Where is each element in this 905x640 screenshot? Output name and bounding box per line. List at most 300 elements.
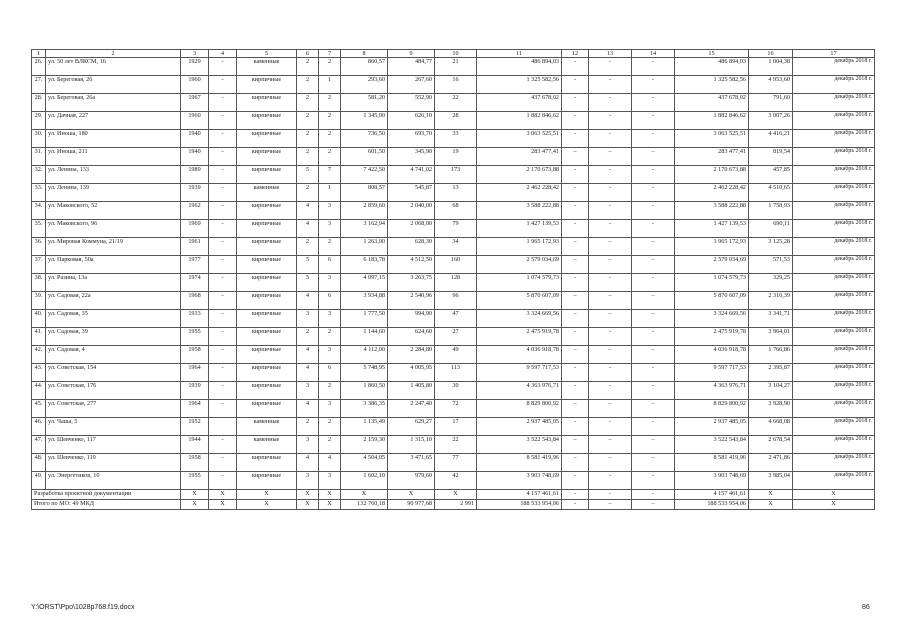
row-number-cell: 31.	[32, 148, 46, 166]
total-cost-cell: 4 036 918,78	[477, 346, 562, 364]
living-area-cell: 2 040,00	[388, 202, 435, 220]
wall-material-cell: каменные	[237, 58, 297, 76]
residents-cell: 173	[435, 166, 477, 184]
address-cell: ул. Маковского, 52	[46, 202, 181, 220]
entrances-cell: 2	[319, 238, 341, 256]
cost-fund-cell: -	[562, 166, 589, 184]
cost-owners-cell: -	[632, 382, 675, 400]
cost-budget-cell: -	[589, 274, 632, 292]
cost-budget-cell: -	[589, 76, 632, 94]
row-number-cell: 39.	[32, 292, 46, 310]
residents-cell: 128	[435, 274, 477, 292]
cost-fund-own-cell: 3 324 669,56	[675, 310, 749, 328]
cost-budget-cell: -	[589, 328, 632, 346]
total-area-cell: 581,20	[341, 94, 388, 112]
residents-cell: 160	[435, 256, 477, 274]
year-built-cell: 1967	[181, 94, 209, 112]
cost-fund-cell: -	[562, 58, 589, 76]
completion-date-cell: декабрь 2018 г.	[793, 94, 875, 112]
year-built-cell: 1989	[181, 166, 209, 184]
floors-cell: 4	[297, 292, 319, 310]
year-built-cell: X	[181, 500, 209, 510]
total-area-cell: 1 777,50	[341, 310, 388, 328]
cost-fund-own-cell: 1 427 139,53	[675, 220, 749, 238]
cost-budget-cell: –	[589, 346, 632, 364]
year-overhaul-cell: X	[209, 500, 237, 510]
cost-fund-cell: –	[562, 346, 589, 364]
cost-fund-cell: -	[562, 418, 589, 436]
residents-cell: 2 991	[435, 500, 477, 510]
column-number-cell: 5	[237, 50, 297, 58]
table-row	[32, 400, 875, 418]
cost-per-sqm-cell: 819,54	[749, 148, 793, 166]
column-number-row	[32, 50, 875, 58]
total-area-cell: 736,50	[341, 130, 388, 148]
column-number-cell: 2	[46, 50, 181, 58]
floors-cell: 2	[297, 76, 319, 94]
living-area-cell: 626,10	[388, 112, 435, 130]
total-area-cell: 293,60	[341, 76, 388, 94]
column-number-cell: 11	[477, 50, 562, 58]
cost-per-sqm-cell: 4 668,08	[749, 418, 793, 436]
living-area-cell: 2 284,80	[388, 346, 435, 364]
completion-date-cell: декабрь 2018 г.	[793, 130, 875, 148]
floors-cell: 2	[297, 418, 319, 436]
address-cell: ул. Советская, 176	[46, 382, 181, 400]
cost-owners-cell: -	[632, 112, 675, 130]
cost-per-sqm-cell: 1 758,93	[749, 202, 793, 220]
cost-fund-cell: –	[562, 454, 589, 472]
cost-budget-cell: –	[589, 148, 632, 166]
table-body	[32, 50, 875, 510]
cost-owners-cell: –	[632, 500, 675, 510]
living-area-cell: 979,60	[388, 472, 435, 490]
entrances-cell: 6	[319, 292, 341, 310]
cost-budget-cell: –	[589, 292, 632, 310]
completion-date-cell: декабрь 2018 г.	[793, 292, 875, 310]
entrances-cell: 2	[319, 58, 341, 76]
cost-fund-own-cell: 8 581 419,96	[675, 454, 749, 472]
column-number-cell: 16	[749, 50, 793, 58]
cost-owners-cell: -	[632, 166, 675, 184]
total-cost-cell: 5 870 607,09	[477, 292, 562, 310]
column-number-cell: 8	[341, 50, 388, 58]
cost-fund-own-cell: 3 522 543,84	[675, 436, 749, 454]
cost-budget-cell: –	[589, 256, 632, 274]
cost-fund-cell: –	[562, 310, 589, 328]
cost-per-sqm-cell: 329,25	[749, 274, 793, 292]
cost-fund-own-cell: 2 475 919,78	[675, 328, 749, 346]
cost-fund-cell: -	[562, 364, 589, 382]
column-number-cell: 3	[181, 50, 209, 58]
entrances-cell: 2	[319, 148, 341, 166]
cost-per-sqm-cell: 3 007,26	[749, 112, 793, 130]
row-number-cell: 41.	[32, 328, 46, 346]
cost-fund-own-cell: 4 036 918,78	[675, 346, 749, 364]
cost-fund-own-cell: 2 937 485,05	[675, 418, 749, 436]
residents-cell: 17	[435, 418, 477, 436]
entrances-cell: 3	[319, 310, 341, 328]
row-number-cell: 46.	[32, 418, 46, 436]
address-cell: ул. Береговая, 26	[46, 76, 181, 94]
total-area-cell: 1 602,10	[341, 472, 388, 490]
address-cell: ул. Иноша, 180	[46, 130, 181, 148]
total-cost-cell: 2 462 228,42	[477, 184, 562, 202]
living-area-cell: 90 977,68	[388, 500, 435, 510]
year-built-cell: 1955	[181, 472, 209, 490]
address-cell: ул. Разина, 13а	[46, 274, 181, 292]
cost-owners-cell: –	[632, 256, 675, 274]
year-overhaul-cell: -	[209, 382, 237, 400]
entrances-cell: X	[319, 500, 341, 510]
column-number-cell: 12	[562, 50, 589, 58]
total-cost-cell: 8 829 800,92	[477, 400, 562, 418]
entrances-cell: 6	[319, 364, 341, 382]
cost-owners-cell: –	[632, 400, 675, 418]
cost-fund-own-cell: 8 829 800,92	[675, 400, 749, 418]
living-area-cell: 693,70	[388, 130, 435, 148]
year-overhaul-cell: -	[209, 166, 237, 184]
cost-fund-cell: –	[562, 256, 589, 274]
residents-cell: 72	[435, 400, 477, 418]
cost-owners-cell: –	[632, 292, 675, 310]
year-overhaul-cell: –	[209, 454, 237, 472]
completion-date-cell: декабрь 2018 г.	[793, 184, 875, 202]
year-built-cell: 1939	[181, 184, 209, 202]
residents-cell: 30	[435, 382, 477, 400]
table-row	[32, 94, 875, 112]
living-area-cell: 545,87	[388, 184, 435, 202]
cost-owners-cell: -	[632, 202, 675, 220]
total-area-cell: 1 345,00	[341, 112, 388, 130]
living-area-cell: 2 247,40	[388, 400, 435, 418]
completion-date-cell: декабрь 2018 г.	[793, 400, 875, 418]
cost-fund-cell: –	[562, 436, 589, 454]
completion-date-cell: декабрь 2018 г.	[793, 256, 875, 274]
floors-cell: 2	[297, 328, 319, 346]
completion-date-cell: декабрь 2018 г.	[793, 220, 875, 238]
cost-fund-own-cell: 3 903 748,69	[675, 472, 749, 490]
table-row	[32, 76, 875, 94]
year-overhaul-cell: -	[209, 58, 237, 76]
total-cost-cell: 4 363 976,71	[477, 382, 562, 400]
year-built-cell: 1960	[181, 76, 209, 94]
cost-budget-cell: -	[589, 472, 632, 490]
cost-fund-own-cell: 283 477,41	[675, 148, 749, 166]
cost-budget-cell: -	[589, 364, 632, 382]
row-number-cell: 27.	[32, 76, 46, 94]
residents-cell: 42	[435, 472, 477, 490]
cost-owners-cell: -	[632, 130, 675, 148]
row-number-cell: 28.	[32, 94, 46, 112]
total-cost-cell: 2 170 673,88	[477, 166, 562, 184]
cost-budget-cell: –	[589, 310, 632, 328]
residents-cell: 33	[435, 130, 477, 148]
row-number-cell: 45.	[32, 400, 46, 418]
table-row	[32, 184, 875, 202]
residents-cell: 13	[435, 184, 477, 202]
total-cost-cell: 1 325 582,56	[477, 76, 562, 94]
entrances-cell: 2	[319, 382, 341, 400]
total-area-cell: 3 162,94	[341, 220, 388, 238]
cost-owners-cell: -	[632, 490, 675, 500]
year-built-cell: 1962	[181, 202, 209, 220]
year-built-cell: 1952	[181, 418, 209, 436]
wall-material-cell: кирпичные	[237, 148, 297, 166]
year-overhaul-cell: –	[209, 238, 237, 256]
wall-material-cell: каменные	[237, 436, 297, 454]
cost-owners-cell: -	[632, 184, 675, 202]
cost-fund-own-cell: 188 533 954,06	[675, 500, 749, 510]
year-overhaul-cell: –	[209, 310, 237, 328]
residents-cell: 96	[435, 292, 477, 310]
year-built-cell: 1968	[181, 292, 209, 310]
year-overhaul-cell: –	[209, 346, 237, 364]
cost-fund-cell: –	[562, 292, 589, 310]
total-area-cell: 2 859,60	[341, 202, 388, 220]
cost-owners-cell: –	[632, 148, 675, 166]
cost-per-sqm-cell: 3 125,28	[749, 238, 793, 256]
living-area-cell: 629,27	[388, 418, 435, 436]
year-overhaul-cell: –	[209, 256, 237, 274]
total-row	[32, 500, 875, 510]
entrances-cell: 1	[319, 184, 341, 202]
cost-budget-cell: -	[589, 418, 632, 436]
year-built-cell: 1929	[181, 58, 209, 76]
total-cost-cell: 3 588 222,88	[477, 202, 562, 220]
wall-material-cell: кирпичные	[237, 364, 297, 382]
cost-per-sqm-cell: 3 928,90	[749, 400, 793, 418]
cost-fund-cell: –	[562, 238, 589, 256]
total-cost-cell: 4 157 461,61	[477, 490, 562, 500]
entrances-cell: 3	[319, 472, 341, 490]
completion-date-cell: декабрь 2018 г.	[793, 436, 875, 454]
total-area-cell: 2 159,30	[341, 436, 388, 454]
completion-date-cell: декабрь 2018 г.	[793, 202, 875, 220]
cost-owners-cell: –	[632, 238, 675, 256]
row-number-cell: 26.	[32, 58, 46, 76]
completion-date-cell: X	[793, 500, 875, 510]
cost-budget-cell: -	[589, 112, 632, 130]
table-row	[32, 220, 875, 238]
total-cost-cell: 1 965 172,93	[477, 238, 562, 256]
total-area-cell: 808,57	[341, 184, 388, 202]
living-area-cell: 4 005,95	[388, 364, 435, 382]
total-cost-cell: 2 475 919,78	[477, 328, 562, 346]
year-built-cell: 1969	[181, 220, 209, 238]
year-built-cell: 1961	[181, 238, 209, 256]
cost-fund-own-cell: 1 882 846,62	[675, 112, 749, 130]
residents-cell: 79	[435, 220, 477, 238]
year-overhaul-cell: -	[209, 94, 237, 112]
wall-material-cell: кирпичные	[237, 310, 297, 328]
cost-fund-own-cell: 486 894,03	[675, 58, 749, 76]
total-cost-cell: 283 477,41	[477, 148, 562, 166]
wall-material-cell: кирпичные	[237, 328, 297, 346]
total-cost-cell: 486 894,03	[477, 58, 562, 76]
year-built-cell: X	[181, 490, 209, 500]
column-number-cell: 6	[297, 50, 319, 58]
cost-fund-own-cell: 2 170 673,88	[675, 166, 749, 184]
cost-owners-cell: -	[632, 418, 675, 436]
total-area-cell: 4 097,15	[341, 274, 388, 292]
cost-owners-cell: -	[632, 94, 675, 112]
cost-fund-own-cell: 1 965 172,93	[675, 238, 749, 256]
address-cell: ул. Садовая, 35	[46, 310, 181, 328]
cost-budget-cell: -	[589, 382, 632, 400]
column-number-cell: 13	[589, 50, 632, 58]
completion-date-cell: декабрь 2018 г.	[793, 472, 875, 490]
floors-cell: 3	[297, 436, 319, 454]
address-cell: ул. 50 лет ВЛКСМ, 16	[46, 58, 181, 76]
cost-budget-cell: -	[589, 490, 632, 500]
residents-cell: 27	[435, 328, 477, 346]
floors-cell: 2	[297, 130, 319, 148]
living-area-cell: 552,90	[388, 94, 435, 112]
cost-per-sqm-cell: 4 510,65	[749, 184, 793, 202]
cost-fund-own-cell: 1 074 579,73	[675, 274, 749, 292]
cost-budget-cell: –	[589, 500, 632, 510]
cost-budget-cell: -	[589, 220, 632, 238]
wall-material-cell: кирпичные	[237, 94, 297, 112]
wall-material-cell: кирпичные	[237, 256, 297, 274]
cost-owners-cell: -	[632, 472, 675, 490]
year-built-cell: 1964	[181, 400, 209, 418]
total-area-cell: 5 748,95	[341, 364, 388, 382]
housing-repair-table	[31, 49, 875, 510]
cost-owners-cell: -	[632, 274, 675, 292]
cost-fund-own-cell: 9 597 717,53	[675, 364, 749, 382]
column-number-cell: 4	[209, 50, 237, 58]
living-area-cell: 4 512,50	[388, 256, 435, 274]
column-number-cell: 1	[32, 50, 46, 58]
cost-fund-cell: -	[562, 382, 589, 400]
year-built-cell: 1933	[181, 310, 209, 328]
cost-per-sqm-cell: 690,11	[749, 220, 793, 238]
floors-cell: 2	[297, 94, 319, 112]
year-overhaul-cell: –	[209, 148, 237, 166]
floors-cell: 3	[297, 382, 319, 400]
wall-material-cell: кирпичные	[237, 382, 297, 400]
table-row	[32, 274, 875, 292]
year-overhaul-cell: -	[209, 184, 237, 202]
table-row	[32, 346, 875, 364]
living-area-cell: 1 405,80	[388, 382, 435, 400]
cost-fund-own-cell: 1 325 582,56	[675, 76, 749, 94]
residents-cell: 77	[435, 454, 477, 472]
cost-per-sqm-cell: 571,53	[749, 256, 793, 274]
cost-budget-cell: –	[589, 400, 632, 418]
year-overhaul-cell: –	[209, 292, 237, 310]
address-cell: ул. Садовая, 22а	[46, 292, 181, 310]
cost-fund-own-cell: 3 063 525,51	[675, 130, 749, 148]
year-overhaul-cell: -	[209, 274, 237, 292]
row-number-cell: 48.	[32, 454, 46, 472]
entrances-cell: 3	[319, 220, 341, 238]
column-number-cell: 7	[319, 50, 341, 58]
cost-fund-cell: -	[562, 472, 589, 490]
total-area-cell: X	[341, 490, 388, 500]
entrances-cell: 3	[319, 346, 341, 364]
total-cost-cell: 8 581 419,96	[477, 454, 562, 472]
floors-cell: 3	[297, 472, 319, 490]
address-cell: ул. Ленина, 133	[46, 166, 181, 184]
column-number-cell: 17	[793, 50, 875, 58]
year-overhaul-cell: -	[209, 328, 237, 346]
wall-material-cell: кирпичные	[237, 292, 297, 310]
residents-cell: X	[435, 490, 477, 500]
residents-cell: 16	[435, 76, 477, 94]
year-built-cell: 1940	[181, 148, 209, 166]
cost-fund-cell: -	[562, 500, 589, 510]
page-number: 86	[862, 604, 870, 611]
cost-budget-cell: -	[589, 58, 632, 76]
entrances-cell: 6	[319, 256, 341, 274]
total-cost-cell: 437 678,02	[477, 94, 562, 112]
completion-date-cell: декабрь 2018 г.	[793, 328, 875, 346]
column-number-cell: 9	[388, 50, 435, 58]
address-cell: ул. Маковского, 96	[46, 220, 181, 238]
entrances-cell: 3	[319, 274, 341, 292]
cost-per-sqm-cell: 4 953,60	[749, 76, 793, 94]
completion-date-cell: декабрь 2018 г.	[793, 166, 875, 184]
residents-cell: 28	[435, 112, 477, 130]
cost-owners-cell: –	[632, 436, 675, 454]
year-built-cell: 1958	[181, 346, 209, 364]
cost-per-sqm-cell: 3 104,27	[749, 382, 793, 400]
wall-material-cell: X	[237, 490, 297, 500]
table-row	[32, 418, 875, 436]
living-area-cell: 994,90	[388, 310, 435, 328]
total-cost-cell: 1 882 846,62	[477, 112, 562, 130]
completion-date-cell: X	[793, 490, 875, 500]
residents-cell: 113	[435, 364, 477, 382]
wall-material-cell: кирпичные	[237, 112, 297, 130]
year-built-cell: 1940	[181, 130, 209, 148]
floors-cell: 5	[297, 166, 319, 184]
residents-cell: 22	[435, 94, 477, 112]
table-row	[32, 130, 875, 148]
total-area-cell: 3 934,88	[341, 292, 388, 310]
completion-date-cell: декабрь 2018 г.	[793, 112, 875, 130]
wall-material-cell: кирпичные	[237, 238, 297, 256]
cost-owners-cell: -	[632, 76, 675, 94]
floors-cell: 5	[297, 256, 319, 274]
cost-fund-cell: -	[562, 274, 589, 292]
column-number-cell: 10	[435, 50, 477, 58]
total-area-cell: 6 183,78	[341, 256, 388, 274]
cost-fund-cell: -	[562, 94, 589, 112]
entrances-cell: X	[319, 490, 341, 500]
wall-material-cell: кирпичные	[237, 400, 297, 418]
row-number-cell: 30.	[32, 130, 46, 148]
row-number-cell: 40.	[32, 310, 46, 328]
design-documentation-row-label: Разработка проектной документации	[32, 490, 181, 500]
residents-cell: 21	[435, 58, 477, 76]
residents-cell: 19	[435, 148, 477, 166]
floors-cell: 4	[297, 346, 319, 364]
cost-per-sqm-cell: 2 310,39	[749, 292, 793, 310]
cost-per-sqm-cell: 3 341,71	[749, 310, 793, 328]
wall-material-cell: кирпичные	[237, 76, 297, 94]
cost-per-sqm-cell: 457,85	[749, 166, 793, 184]
entrances-cell: 2	[319, 94, 341, 112]
cost-per-sqm-cell: 2 678,54	[749, 436, 793, 454]
year-overhaul-cell	[209, 418, 237, 436]
cost-fund-cell: -	[562, 112, 589, 130]
cost-budget-cell: –	[589, 436, 632, 454]
floors-cell: 2	[297, 112, 319, 130]
